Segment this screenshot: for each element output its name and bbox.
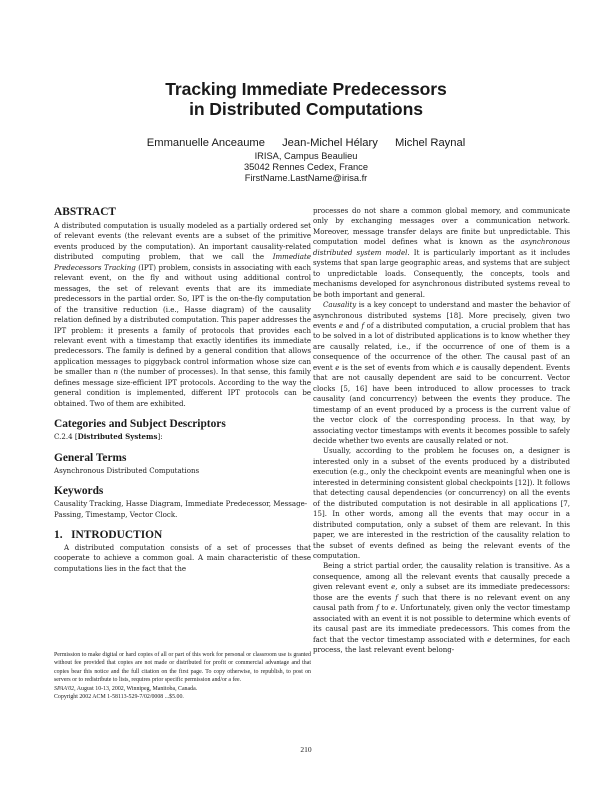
venue-line: [54, 685, 311, 693]
author-name: Jean-Michel Hélary: [282, 137, 378, 149]
category-tail: ]:: [157, 432, 163, 442]
text-part: and: [343, 320, 362, 330]
keywords-heading: Keywords: [54, 485, 104, 498]
emphasis: asynchronous distributed system model.: [313, 237, 570, 257]
right-column: [313, 206, 570, 655]
email: FirstName.LastName@irisa.fr: [244, 172, 368, 183]
intro-paragraph-3: Usually, according to the problem he focuses on, a designer is interested only in a subset of the events produced by a distributed execution (e.g., only the checkpoint events are meaningful when one is interested in determining consistent global checkpoints [12]). It follows that detecting causal dependencies (or concurrency) on all the events of the distributed computation is not desirable in all applications [7, 15]. In other words, among all the events that may occur in a distributed computation, only a subset of them are relevant. In this paper, we are interested in the restriction of the causality relation to the subset of events defined as being the relevant events of the computation.: [313, 446, 570, 560]
author-name: Michel Raynal: [394, 137, 466, 149]
address: 35042 Rennes Cedex, France: [243, 161, 369, 172]
emphasis: Causality: [323, 300, 357, 310]
text-part: is causally dependent. Events that are not causally dependent are said to be concurrent. Vector clocks [5, 16] have been introduced to allow processes to track causality (and concurrency) between the events they produce. The timestamp of an event produced by a process is the current value of the vector clock of the corresponding process. In that way, by associating vector timestamps with events it becomes possible to safely decide whether two events are causally related or not.: [313, 362, 570, 445]
title-line-1: Tracking Immediate Predecessors: [165, 79, 447, 99]
math-e: e: [391, 582, 396, 592]
text-part: processes do not share a common global memory, and communicate only by exchanging messages over a communication network. Moreover, message transfer delays are finite but unpredictable. This computation model defines what is known as the: [313, 206, 570, 247]
abstract-text-part: A distributed computation is usually modeled as a partially ordered set of relevant events (the relevant events are a subset of the primitive events produced by the computation). An important causality-related distributed computing problem, that we call the: [54, 221, 311, 262]
affiliation: [0, 151, 612, 183]
general-terms-heading: General Terms: [54, 451, 127, 464]
math-f: f: [395, 592, 398, 602]
math-e: e: [456, 362, 461, 372]
keywords-text: Causality Tracking, Hasse Diagram, Immediate Predecessor, Message-Passing, Timestamp, Vector Clock.: [54, 499, 308, 519]
venue-details: August 10-13, 2002, Winnipeg, Manitoba, Canada.: [75, 685, 198, 692]
math-e: e: [335, 362, 340, 372]
math-n: n: [113, 367, 119, 377]
math-e: e: [338, 320, 344, 330]
category-name: Distributed Systems: [77, 432, 158, 442]
abstract-text-part: (the number of processes). In that sense, this family defines message size-efficient IPT protocols. According to the way the general condition is implemented, different IPT protocols can be obtained. Two of them are exhibited.: [54, 367, 312, 408]
abstract-text: [54, 221, 311, 409]
text-part: is a key concept to understand and master the behavior of asynchronous distributed systems [18]. More precisely, given two events: [313, 300, 570, 330]
math-e: e: [487, 634, 492, 644]
abstract-heading: ABSTRACT: [54, 206, 117, 218]
math-f: f: [361, 320, 365, 330]
categories-text: [54, 432, 311, 442]
permission-text: Permission to make digital or hard copies of all or part of this work for personal or classroom use is granted without fee provided that copies are not made or distributed for profit or commercial advantage and that copies bear this notice and the full citation on the first page. To copy otherwise, to republish, to post on servers or to redistribute to lists, requires prior specific permission and/or a fee.: [54, 652, 311, 684]
text-part: Being a strict partial order, the causality relation is transitive. As a consequence, among all the relevant events that causally precede a given relevant event: [313, 561, 570, 592]
categories-heading: Categories and Subject Descriptors: [54, 418, 226, 431]
page-number: 210: [300, 745, 312, 754]
text-part: such that there is no relevant event on any causal path from: [313, 592, 570, 613]
text-part: It is particularly important as it includes systems that span large geographic areas, and systems that are subject to unpredictable loads. Consequently, the concepts, tools and mechanisms developed for asynchronous distributed systems reveal to be both important and general.: [313, 247, 570, 299]
abstract-text-part: (IPT) problem, consists in associating with each relevant event, on the fly and without using additional control messages, the set of relevant events that are its immediate predecessors in the partial order. So, IPT is the on-the-fly computation of the transitive reduction (i.e., Hasse diagram) of the causality relation defined by a distributed computation. This paper addresses the IPT problem: it presents a family of protocols that provides each relevant event with a timestamp that exactly identifies its immediate predecessors. The family is defined by a general condition that allows application messages to piggyback control information whose size can be smaller than: [54, 262, 311, 377]
text-part: determines, for each process, the last relevant event belong-: [313, 634, 570, 655]
author-list: [0, 137, 612, 150]
intro-paragraph-4: [313, 561, 570, 655]
math-e: e: [390, 603, 396, 613]
institution: IRISA, Campus Beaulieu: [254, 151, 358, 161]
math-f: f: [376, 603, 379, 613]
author-name: Emmanuelle Anceaume: [146, 137, 265, 149]
left-column: [54, 206, 311, 574]
copyright-line: Copyright 2002 ACM 1-58113-529-7/02/0008 ...$5.00.: [54, 694, 184, 701]
paper-title: [0, 79, 612, 119]
text-part: is the set of events from which: [339, 362, 457, 372]
category-code: C.2.4 [: [54, 432, 78, 442]
text-part: to: [378, 603, 391, 613]
text-part: , only a subset are its immediate predecessors: those are the events: [313, 582, 570, 602]
introduction-heading: 1. INTRODUCTION: [54, 528, 163, 541]
venue-name: SPAA'02,: [54, 685, 76, 692]
text-part: . Unfortunately, given only the vector timestamp associated with an event it is not possible to determine which events of its causal past are its immediate predecessors. This comes from the fact that the vector timestamp associated with: [313, 603, 570, 644]
introduction-text: A distributed computation consists of a set of processes that cooperate to achieve a common goal. A main characteristic of these computations lies in the fact that the: [54, 542, 311, 573]
abstract-emphasis: Immediate Predecessors Tracking: [54, 252, 311, 272]
intro-paragraph-1: [313, 206, 570, 300]
general-terms-text: Asynchronous Distributed Computations: [54, 465, 200, 475]
permission-notice: [54, 651, 311, 701]
title-line-2: in Distributed Computations: [189, 99, 423, 119]
intro-paragraph-2: [313, 300, 570, 446]
text-part: of a distributed computation, a crucial problem that has to be solved in a lot of distributed applications is to know whether they are causally related, i.e., if the occurrence of one of them is a consequence of the occurrence of the other. The causal past of an event: [313, 320, 570, 372]
